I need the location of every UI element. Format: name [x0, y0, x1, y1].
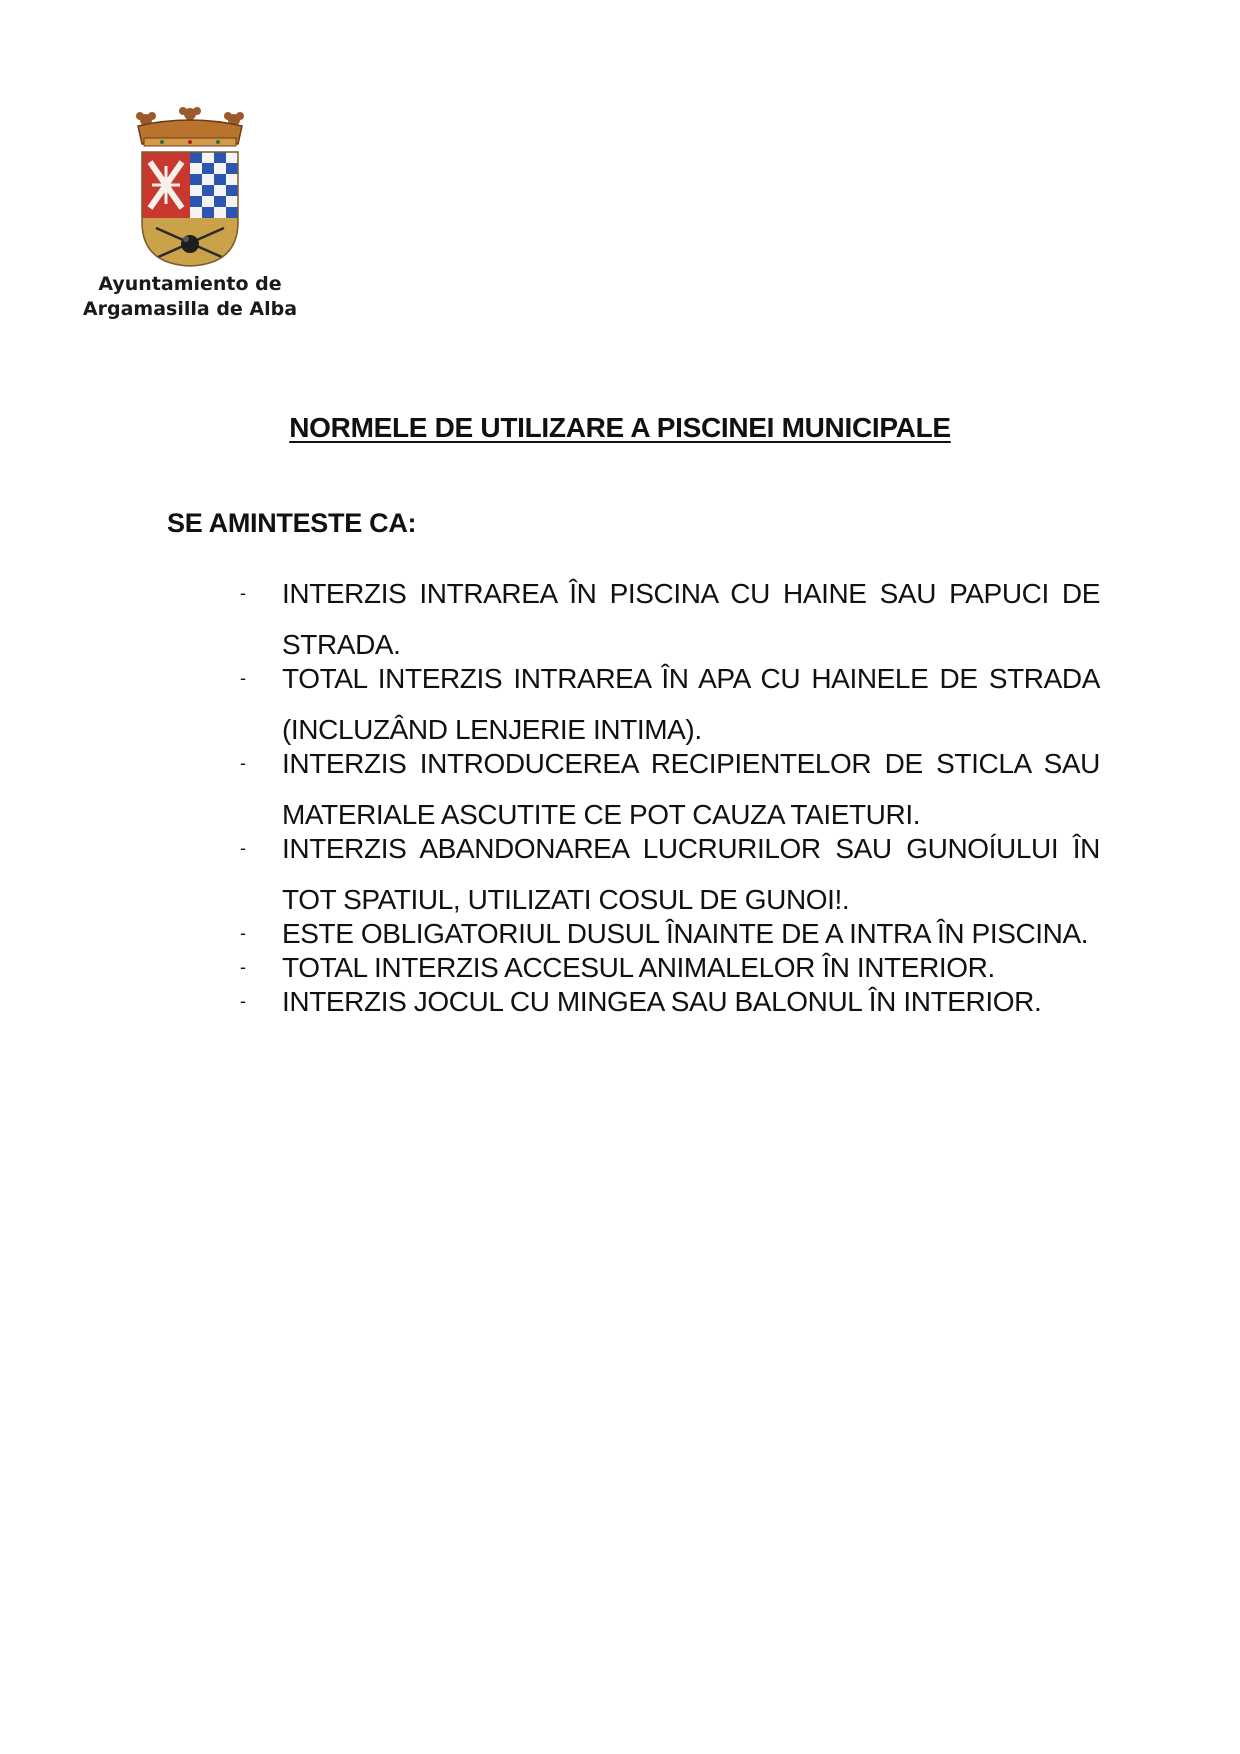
list-item	[240, 976, 1100, 1027]
bullet-dash: -	[240, 753, 246, 773]
intro-heading: SE AMINTESTE CA:	[167, 508, 417, 538]
rule-text: INTERZIS ABANDONAREA LUCRURILOR SAU GUNOÍULUI ÎN TOT SPATIUL, UTILIZATI COSUL DE GUNOI!.	[282, 833, 1100, 915]
org-name	[60, 272, 320, 322]
rule-text: ESTE OBLIGATORIUL DUSUL ÎNAINTE DE A INTRA ÎN PISCINA.	[282, 918, 1089, 949]
bullet-dash: -	[240, 957, 246, 977]
bullet-dash: -	[240, 838, 246, 858]
bullet-dash: -	[240, 583, 246, 603]
rule-text: TOTAL INTERZIS ACCESUL ANIMALELOR ÎN INTERIOR.	[282, 952, 995, 983]
rule-text: TOTAL INTERZIS INTRAREA ÎN APA CU HAINELE DE STRADA (INCLUZÂND LENJERIE INTIMA).	[282, 663, 1100, 745]
document-title: NORMELE DE UTILIZARE A PISCINEI MUNICIPALE	[289, 412, 951, 443]
header-logo-block	[60, 104, 320, 322]
bullet-dash: -	[240, 923, 246, 943]
rules-list	[240, 568, 1100, 1017]
rule-text: INTERZIS INTRODUCEREA RECIPIENTELOR DE STICLA SAU MATERIALE ASCUTITE CE POT CAUZA TAIETURI.	[282, 748, 1100, 830]
org-name-line2: Argamasilla de Alba	[82, 298, 298, 320]
org-name-line1: Ayuntamiento de	[98, 273, 282, 295]
crown-icon	[136, 107, 244, 146]
coat-of-arms-icon	[130, 104, 250, 272]
bullet-dash: -	[240, 991, 246, 1011]
rule-text: INTERZIS INTRAREA ÎN PISCINA CU HAINE SAU PAPUCI DE STRADA.	[282, 578, 1100, 660]
rule-text: INTERZIS JOCUL CU MINGEA SAU BALONUL ÎN INTERIOR.	[282, 986, 1042, 1017]
bullet-dash: -	[240, 668, 246, 688]
